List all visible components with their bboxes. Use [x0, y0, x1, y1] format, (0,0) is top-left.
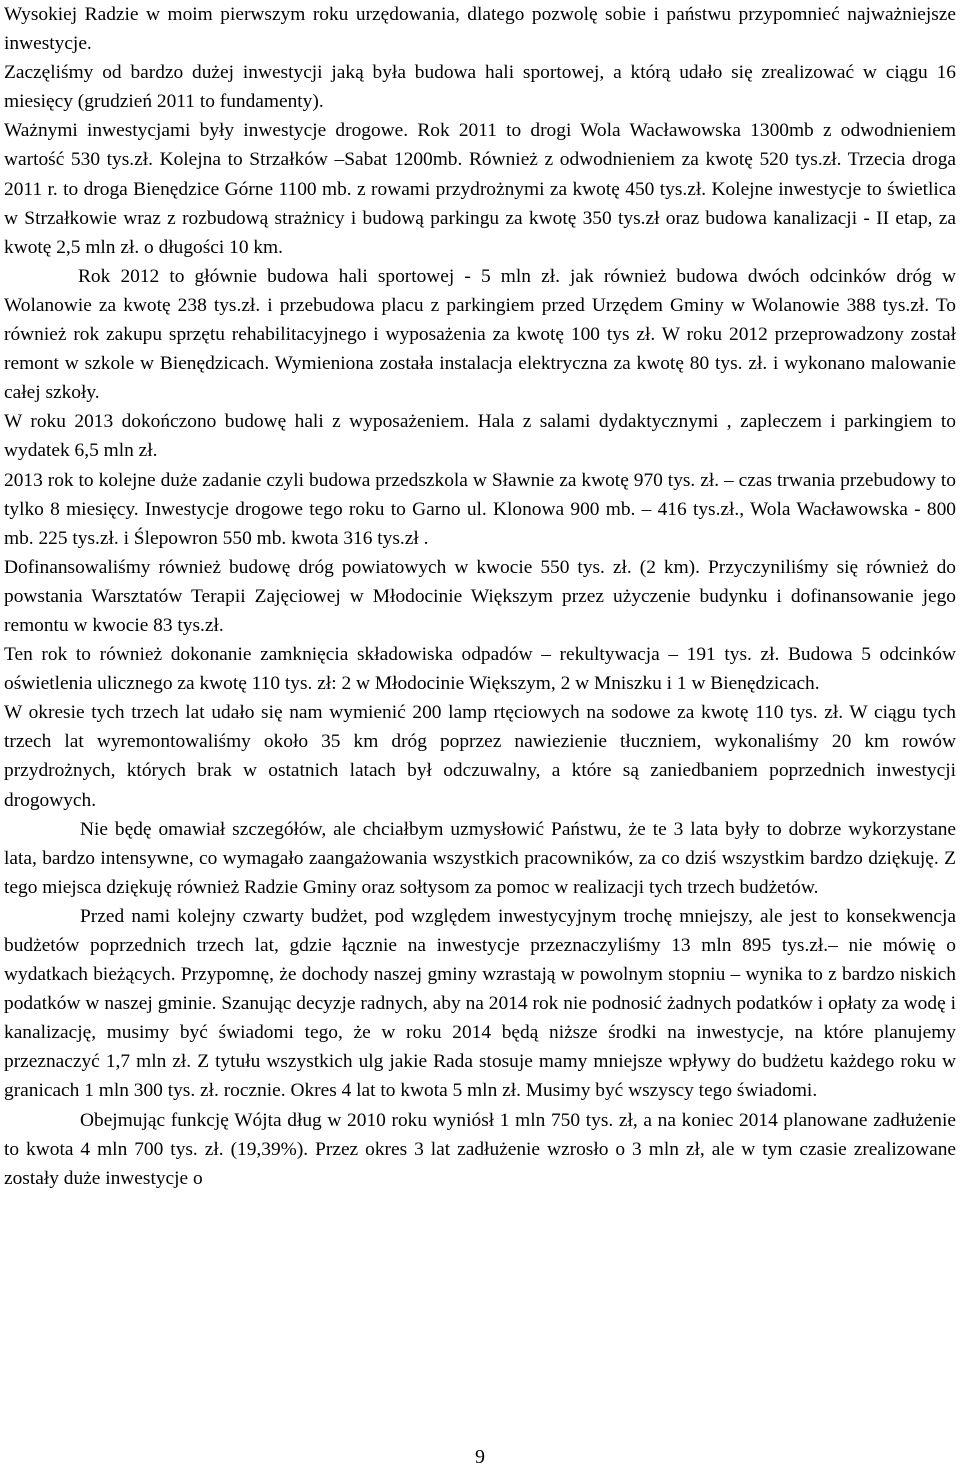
paragraph-roads-2011: Ważnymi inwestycjami były inwestycje drogowe. Rok 2011 to drogi Wola Wacławowska 1300mb z odwodnieniem wartość 530 tys.zł. Kolejna to Strzałków –Sabat 1200mb. Również z odwodnieniem za kwotę 520 tys.zł. Trzecia droga 2011 r. to droga Bienędzice Górne 1100 mb. z rowami przydrożnymi za kwotę 450 tys.zł. Kolejne inwestycje to świetlica w Strzałkowie wraz z rozbudową strażnicy i budową parkingu za kwotę 350 tys.zł oraz budowa kanalizacji - II etap, za kwotę 2,5 mln zł. o długości 10 km. — [4, 120, 956, 258]
paragraph-lamps-roads: W okresie tych trzech lat udało się nam wymienić 200 lamp rtęciowych na sodowe za kwotę 110 tys. zł. W ciągu tych trzech lat wyremontowaliśmy około 35 km dróg poprzez nawiezienie tłuczniem, wykonaliśmy 20 km rowów przydrożnych, których brak w ostatnich latach był odczuwalny, a które są zaniedbaniem poprzednich inwestycji drogowych. — [4, 702, 956, 811]
document-page — [4, 0, 956, 1193]
paragraph-hall: Zaczęliśmy od bardzo dużej inwestycji jaką była budowa hali sportowej, a którą udało się zrealizować w ciągu 16 miesięcy (grudzień 2011 to fundamenty). — [4, 62, 956, 113]
paragraph-2012: Rok 2012 to głównie budowa hali sportowej - 5 mln zł. jak również budowa dwóch odcinków dróg w Wolanowie za kwotę 238 tys.zł. i przebudowa placu z parkingiem przed Urzędem Gminy w Wolanowie 388 tys.zł. To również rok zakupu sprzętu rehabilitacyjnego i wyposażenia za kwotę 100 tys zł. W roku 2012 przeprowadzony został remont w szkole w Bienędzicach. Wymieniona została instalacja elektryczna za kwotę 80 tys. zł. i wykonano malowanie całej szkoły. — [4, 265, 956, 404]
paragraph-budget: Przed nami kolejny czwarty budżet, pod względem inwestycyjnym trochę mniejszy, ale jest to konsekwencja budżetów poprzednich trzech lat, gdzie łącznie na inwestycje przeznaczyliśmy 13 mln 895 tys.zł.– nie mówię o wydatkach bieżących. Przypomnę, że dochody naszej gminy wzrastają w powolnym stopniu – wynika to z bardzo niskich podatków w naszej gminie. Szanując decyzje radnych, aby na 2014 rok nie podnosić żadnych podatków i opłaty za wodę i kanalizację, musimy być świadomi tego, że w roku 2014 będą niższe środki na inwestycje, na które planujemy przeznaczyć 1,7 mln zł. Z tytułu wszystkich ulg jakie Rada stosuje mamy mniejsze wpływy do budżetu każdego roku w granicach 1 mln 300 tys. zł. rocznie. Okres 4 lat to kwota 5 mln zł. Musimy być wszyscy tego świadomi. — [4, 905, 956, 1102]
paragraph-cofinancing: Dofinansowaliśmy również budowę dróg powiatowych w kwocie 550 tys. zł. (2 km). Przyczyniliśmy się również do powstania Warsztatów Terapii Zajęciowej w Młodocinie Większym przez użyczenie budynku i dofinansowanie jego remontu w kwocie 83 tys.zł. — [4, 556, 956, 636]
paragraph-landfill: Ten rok to również dokonanie zamknięcia składowiska odpadów – rekultywacja – 191 tys. zł. Budowa 5 odcinków oświetlenia ulicznego za kwotę 110 tys. zł: 2 w Młodocinie Większym, 2 w Mniszku i 1 w Bienędzicach. — [4, 644, 956, 695]
paragraph-2013-hall: W roku 2013 dokończono budowę hali z wyposażeniem. Hala z salami dydaktycznymi , zapleczem i parkingiem to wydatek 6,5 mln zł. — [4, 411, 956, 462]
paragraph-thanks: Nie będę omawiał szczegółów, ale chciałbym uzmysłowić Państwu, że te 3 lata były to dobrze wykorzystane lata, bardzo intensywne, co wymagało zaangażowania wszystkich pracowników, za co dziś wszystkim bardzo dziękuję. Z tego miejsca dziękuję również Radzie Gminy oraz sołtysom za pomoc w realizacji tych trzech budżetów. — [4, 818, 956, 898]
paragraph-intro: Wysokiej Radzie w moim pierwszym roku urzędowania, dlatego pozwolę sobie i państwu przypomnieć najważniejsze inwestycje. — [4, 4, 956, 55]
paragraph-debt: Obejmując funkcję Wójta dług w 2010 roku wyniósł 1 mln 750 tys. zł, a na koniec 2014 planowane zadłużenie to kwota 4 mln 700 tys. zł. (19,39%). Przez okres 3 lat zadłużenie wzrosło o 3 mln zł, ale w tym czasie zrealizowane zostały duże inwestycje o — [4, 1109, 956, 1189]
page-number: 9 — [475, 1446, 485, 1468]
paragraph-2013-kindergarten: 2013 rok to kolejne duże zadanie czyli budowa przedszkola w Sławnie za kwotę 970 tys. zł. – czas trwania przebudowy to tylko 8 miesięcy. Inwestycje drogowe tego roku to Garno ul. Klonowa 900 mb. – 416 tys.zł., Wola Wacławowska - 800 mb. 225 tys.zł. i Ślepowron 550 mb. kwota 316 tys.zł . — [4, 469, 956, 549]
